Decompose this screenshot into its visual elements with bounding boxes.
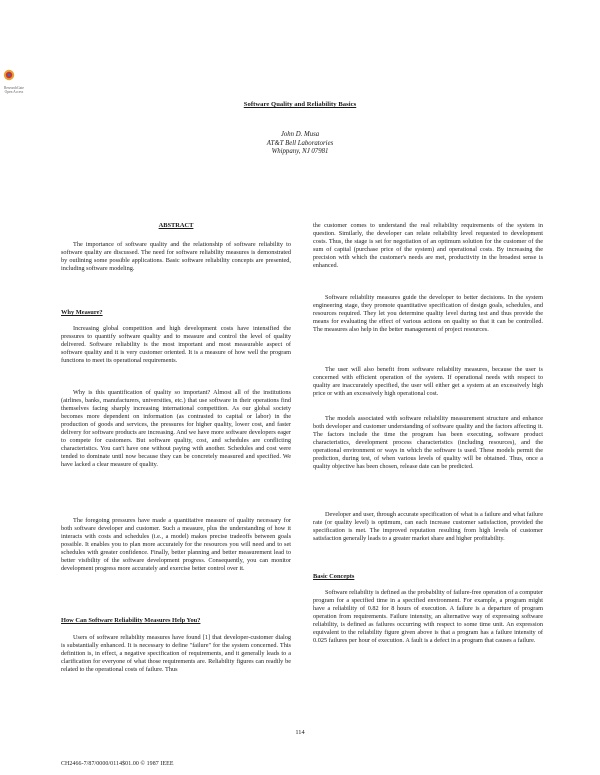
right-continuation-paragraph: the customer comes to understand the real reliability requirements of the system in question. Similarly, the developer can relate reliability level requested to development costs. Thus, the stage is set for negotiation of an optimum solution for the customer of the sum of capital (purchase price of the system) and operational costs. By increasing the precision with which the customer's needs are met, productivity in the broadest sense is enhanced.	[313, 222, 543, 270]
why-measure-paragraph-2: Why is this quantification of quality so important? Almost all of the institutions (airlines, banks, manufacturers, universities, etc.) that use software in their operations find themselves facing sharply increasing international competition. As our global society becomes more dependent on information (as contrasted to capital or labor) in the production of goods and services, the pressures for higher quality, lower cost, and faster delivery for software products are increasing. And we have more software developers eager to compete for customers. But software quality, cost, and schedules are conflicting characteristics. You can't have one without paying with another. Schedules and cost were tended to dominate until now because they can be concretely measured and specified. We have lacked a clear measure of quality.	[61, 389, 291, 469]
developer-user-paragraph: Developer and user, through accurate specification of what is a failure and what failure rate (or quality level) is optimum, can each increase customer satisfaction, provided the specification is met. The improved reputation resulting from high levels of customer satisfaction generally leads to a greater market share and higher profitability.	[313, 511, 543, 543]
user-benefit-paragraph: The user will also benefit from software reliability measures, because the user is concerned with efficient operation of the system. If operational needs with respect to quality are inaccurately specified, the user will either get a system at an excessively high price or with an excessively high operational cost.	[313, 366, 543, 398]
logo-text-line1: ResearchGate	[4, 86, 24, 90]
abstract-text: The importance of software quality and the relationship of software reliability to software quality are discussed. The need for software reliability measures is demonstrated by outlining some possible applications. Basic software reliability concepts are presented, including software modeling.	[61, 241, 291, 273]
developer-decisions-paragraph: Software reliability measures guide the developer to better decisions. In the system engineering stage, they promote quantitative specification of design goals, schedules, and resources required. They let you determine quality level during test and thus provide the means for evaluating the effect of various actions on quality so that it can be controlled. The measures also help in the better management of project resources.	[313, 294, 543, 334]
page-number: 114	[295, 729, 305, 736]
author-location: Whippany, NJ 07981	[271, 148, 329, 156]
abstract-heading: ABSTRACT	[158, 222, 194, 229]
section-heading-basic-concepts: Basic Concepts	[313, 573, 355, 580]
author-name: John D. Musa	[280, 131, 320, 138]
footer-copyright-code: CH2466-7/87/0000/0114$01.00 © 1987 IEEE	[61, 761, 174, 767]
paper-title: Software Quality and Reliability Basics	[243, 101, 357, 108]
logo-text-line2: Open Access	[4, 90, 24, 94]
section-heading-why-measure: Why Measure?	[61, 309, 103, 316]
author-affiliation: AT&T Bell Laboratories	[266, 139, 334, 147]
author-block	[0, 131, 600, 157]
logo-emblem-icon	[3, 69, 15, 81]
section-heading-how-can-help: How Can Software Reliability Measures Help You?	[61, 617, 201, 624]
publisher-logo	[3, 68, 25, 98]
why-measure-paragraph-3: The foregoing pressures have made a quantitative measure of quality necessary for both software developer and customer. Such a measure, plus the understanding of how it interacts with costs and schedules (i.e., a model) makes precise tradeoffs between goals possible. It enables you to plan more accurately for the resources you will need and to set schedules with greater confidence. Finally, better planning and better measurement lead to better visibility of the software development progress. Consequently, you can monitor development progress more accurately and exercise better control over it.	[61, 517, 291, 573]
how-can-help-paragraph-1: Users of software reliability measures have found [1] that developer-customer dialog is substantially enhanced. It is necessary to define "failure" for the system concerned. This definition is, in effect, a negative specification of requirements, and it generally leads to a clarification for everyone of what those requirements are. Reliability figures can readily be related to the operational costs of failure. Thus	[61, 634, 291, 674]
models-paragraph: The models associated with software reliability measurement structure and enhance both developer and customer understanding of software quality and the factors affecting it. The factors include the time the program has been executing, software product characteristics, development process characteristics (including resources), and the operational environment or ways in which the software is used. These models permit the prediction, during test, of when various levels of quality will be obtained. Thus, once a quality objective has been chosen, release date can be predicted.	[313, 415, 543, 471]
basic-concepts-paragraph-1: Software reliability is defined as the probability of failure-free operation of a computer program for a specified time in a specified environment. For example, a program might have a reliability of 0.82 for 8 hours of execution. A failure is a departure of program operation from requirements. Failure intensity, an alternative way of expressing software reliability, is defined as failures occurring with respect to some time unit. An expression equivalent to the reliability figure given above is that a program has a failure intensity of 0.025 failures per hour of execution. A fault is a defect in a program that causes a failure.	[313, 589, 543, 645]
why-measure-paragraph-1: Increasing global competition and high development costs have intensified the pressures to quantify software quality and to measure and control the level of quality delivered. Software reliability is the most important and most measurable aspect of software quality and it is very customer oriented. It is a measure of how well the program functions to meet its operational requirements.	[61, 325, 291, 365]
